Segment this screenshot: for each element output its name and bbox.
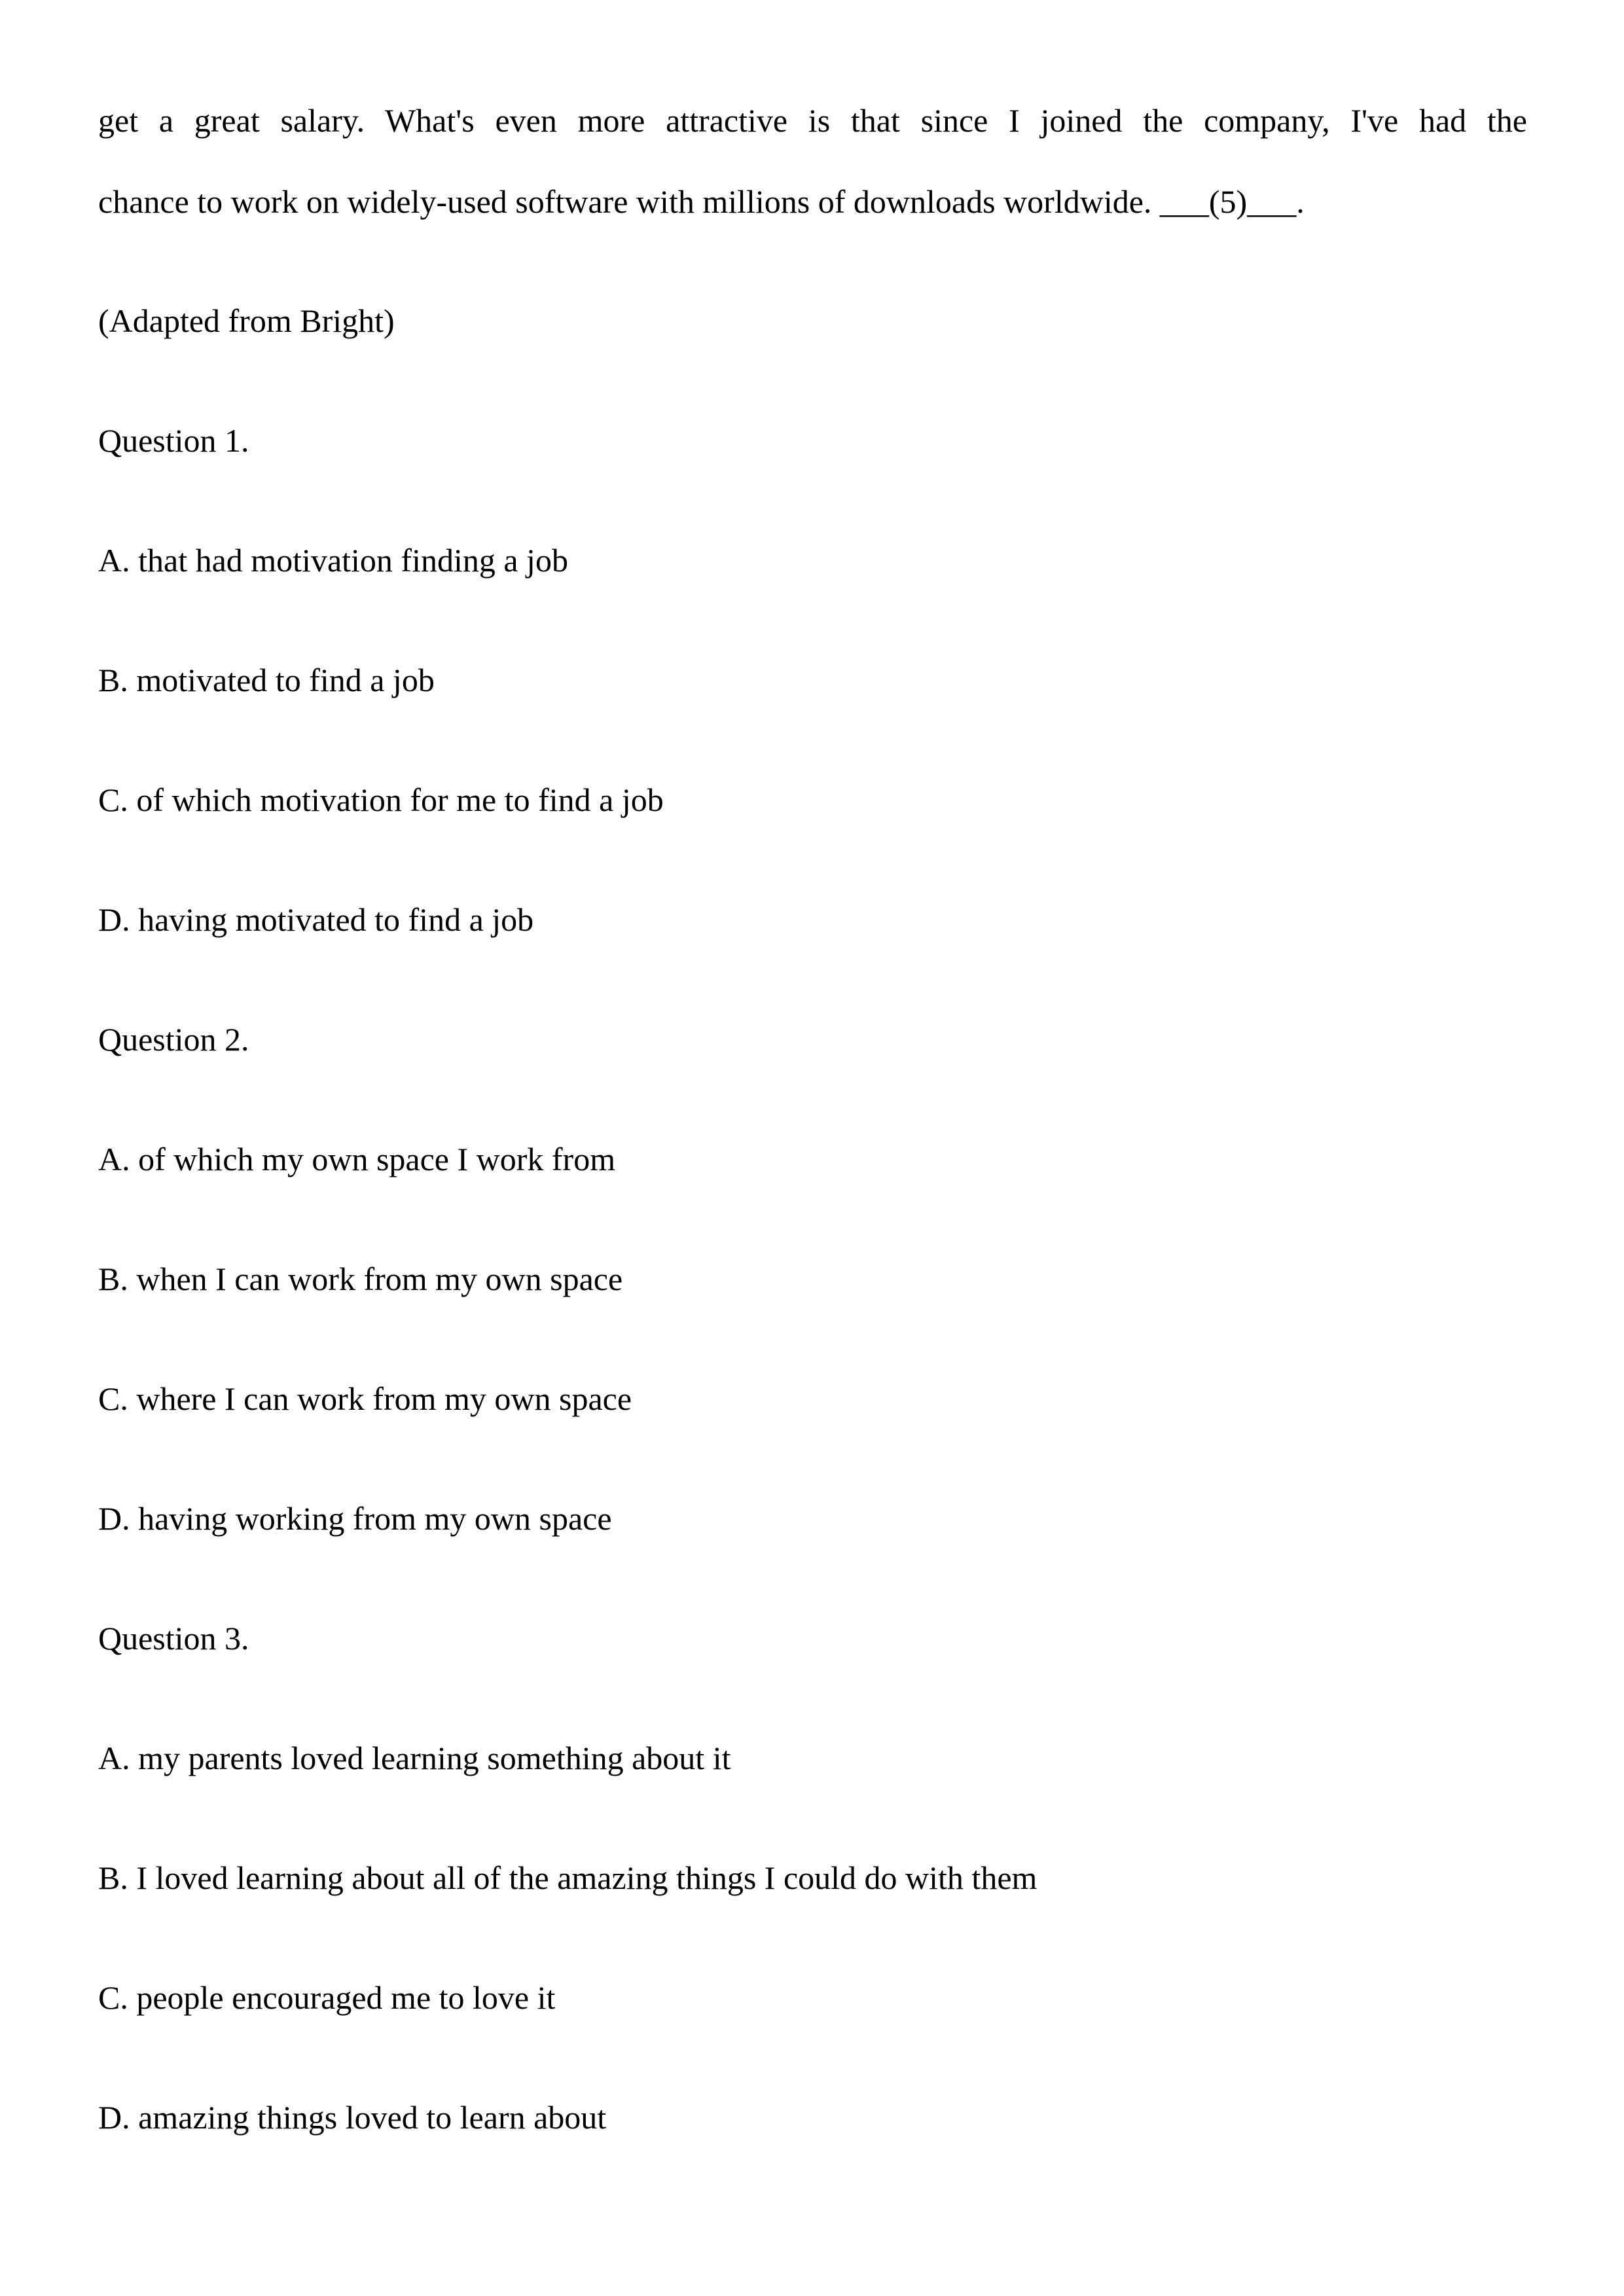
question-2-option-a: A. of which my own space I work from <box>98 1141 616 1177</box>
question-1-option-d: D. having motivated to find a job <box>98 901 534 938</box>
question-1-option-a: A. that had motivation finding a job <box>98 542 568 579</box>
passage-line-1: get a great salary. What's even more attractive is that since I joined the company, I've had the <box>98 102 1527 139</box>
passage-line-2: chance to work on widely-used software with millions of downloads worldwide. ___(5)___. <box>98 183 1305 220</box>
question-2-option-c: C. where I can work from my own space <box>98 1380 632 1417</box>
question-3-option-d: D. amazing things loved to learn about <box>98 2099 607 2136</box>
question-1-option-c: C. of which motivation for me to find a job <box>98 781 664 818</box>
question-3-option-a: A. my parents loved learning something about it <box>98 1740 731 1776</box>
question-2-option-b: B. when I can work from my own space <box>98 1261 623 1297</box>
question-1-option-b: B. motivated to find a job <box>98 662 435 698</box>
question-3-label: Question 3. <box>98 1620 249 1657</box>
question-2-option-d: D. having working from my own space <box>98 1500 612 1537</box>
question-2-label: Question 2. <box>98 1021 249 1058</box>
question-1-label: Question 1. <box>98 422 249 459</box>
question-3-option-c: C. people encouraged me to love it <box>98 1979 556 2016</box>
source-citation: (Adapted from Bright) <box>98 302 395 339</box>
question-3-option-b: B. I loved learning about all of the amazing things I could do with them <box>98 1859 1038 1896</box>
